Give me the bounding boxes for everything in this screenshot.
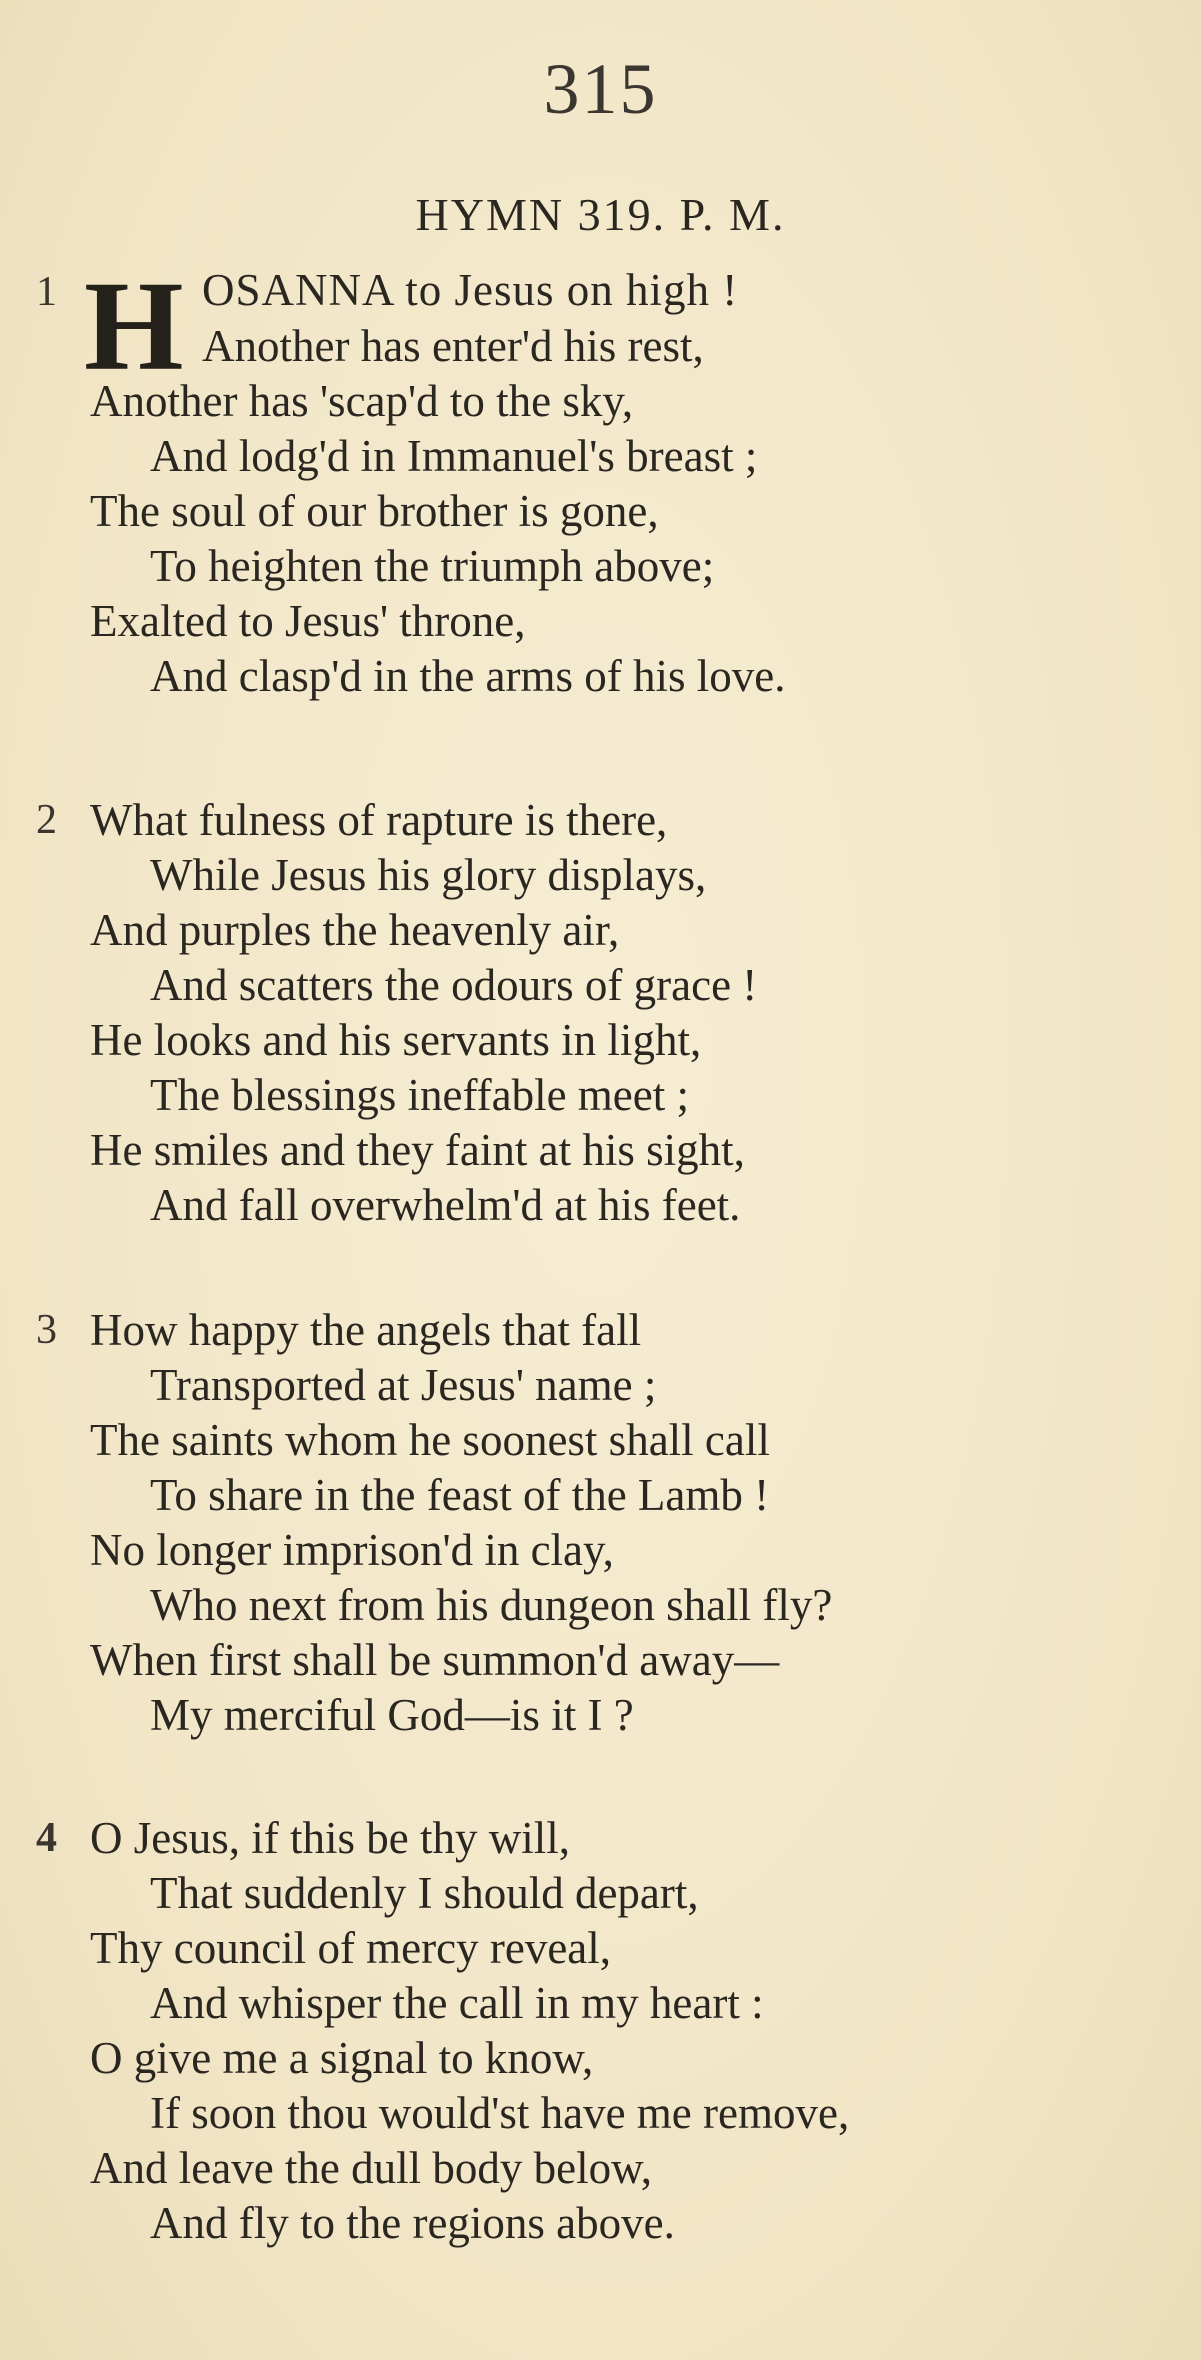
stanza-line: And purples the heavenly air, <box>90 905 620 955</box>
stanza-line: He smiles and they faint at his sight, <box>90 1125 745 1175</box>
stanza-line: To heighten the triumph above; <box>150 541 715 591</box>
stanza-line: He looks and his servants in light, <box>90 1015 702 1065</box>
stanza-line: That suddenly I should depart, <box>150 1868 699 1918</box>
stanza-line: The blessings ineffable meet ; <box>150 1070 690 1120</box>
stanza-line: O give me a signal to know, <box>90 2033 594 2083</box>
stanza-line: The saints whom he soonest shall call <box>90 1415 770 1465</box>
stanza-line: What fulness of rapture is there, <box>90 795 668 845</box>
stanza-line: Another has enter'd his rest, <box>202 321 704 371</box>
stanza-line: And clasp'd in the arms of his love. <box>150 651 786 701</box>
stanza-line: Another has 'scap'd to the sky, <box>90 376 634 426</box>
stanza-line: If soon thou would'st have me remove, <box>150 2088 850 2138</box>
stanza-line: And fall overwhelm'd at his feet. <box>150 1180 741 1230</box>
stanza-line: O Jesus, if this be thy will, <box>90 1813 570 1863</box>
stanza-line: And fly to the regions above. <box>150 2198 675 2248</box>
stanza-line: Thy council of mercy reveal, <box>90 1923 612 1973</box>
hymn-title: HYMN 319. P. M. <box>415 189 786 240</box>
stanza-line: Exalted to Jesus' throne, <box>90 596 526 646</box>
stanza-line: And whisper the call in my heart : <box>150 1978 764 2028</box>
stanza-number: 3 <box>36 1307 57 1353</box>
stanza-line: And scatters the odours of grace ! <box>150 960 758 1010</box>
stanza-line: Who next from his dungeon shall fly? <box>150 1580 833 1630</box>
stanza-line: Transported at Jesus' name ; <box>150 1360 657 1410</box>
stanza-line: And lodg'd in Immanuel's breast ; <box>150 431 758 481</box>
stanza-line: The soul of our brother is gone, <box>90 486 659 536</box>
stanza-line: How happy the angels that fall <box>90 1305 642 1355</box>
stanza-line: And leave the dull body below, <box>90 2143 652 2193</box>
stanza-line: To share in the feast of the Lamb ! <box>150 1470 770 1520</box>
stanza-number: 1 <box>36 269 57 315</box>
page-number: 315 <box>543 49 658 129</box>
stanza-line: When first shall be summon'd away— <box>90 1635 780 1685</box>
stanza-line: While Jesus his glory displays, <box>150 850 707 900</box>
stanza-line: No longer imprison'd in clay, <box>90 1525 614 1575</box>
stanza-line: OSANNA to Jesus on high ! <box>202 265 739 315</box>
stanza-line: My merciful God—is it I ? <box>150 1690 634 1740</box>
stanza-number: 2 <box>36 797 57 843</box>
stanza-number: 4 <box>36 1815 57 1861</box>
drop-cap: H <box>84 255 184 397</box>
